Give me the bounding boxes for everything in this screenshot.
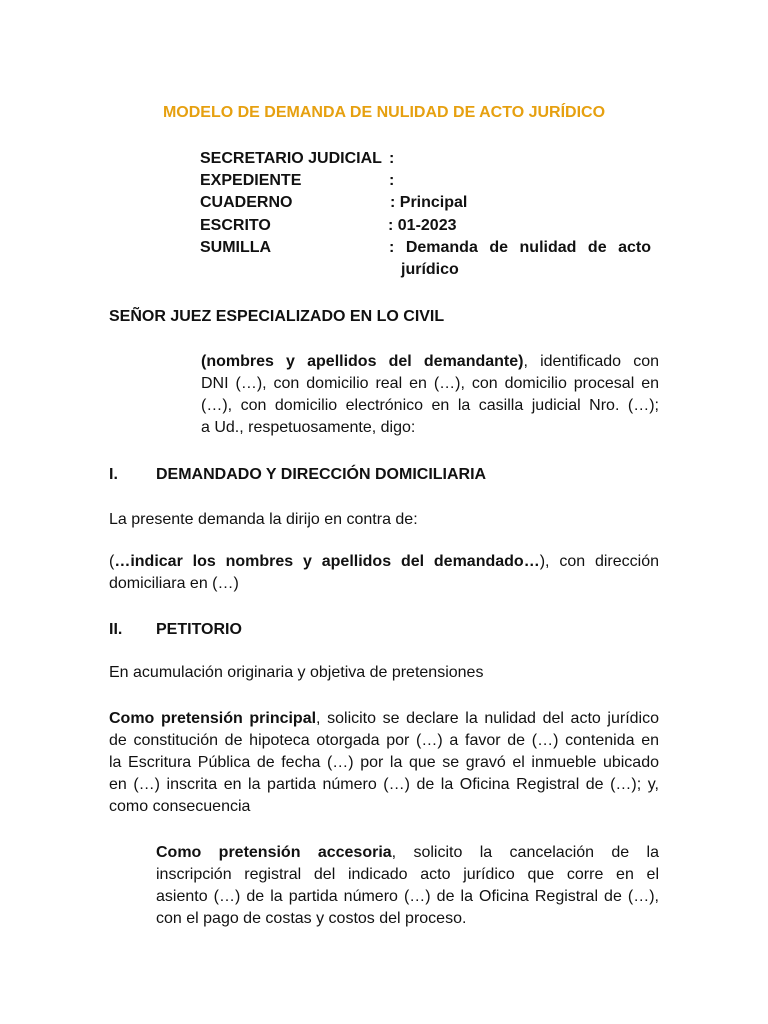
sumilla-value-line2: jurídico bbox=[401, 261, 459, 278]
intro-line-2: DNI (…), con domicilio real en (…), con domicilio procesal en bbox=[201, 375, 659, 392]
sumilla-label: SUMILLA bbox=[200, 239, 272, 256]
intro-paragraph bbox=[201, 351, 659, 439]
section1-p2-rest: ), con dirección bbox=[539, 553, 659, 570]
principal-claim-label: Como pretensión principal bbox=[109, 710, 317, 727]
sumilla-value-line1: : Demanda de nulidad de acto bbox=[389, 239, 651, 256]
sumilla-value bbox=[389, 237, 651, 281]
section1-title: DEMANDADO Y DIRECCIÓN DOMICILIARIA bbox=[156, 466, 487, 483]
plaintiff-name-placeholder: (nombres y apellidos del demandante) bbox=[201, 353, 524, 370]
defendant-name-placeholder: …indicar los nombres y apellidos del demandado… bbox=[114, 553, 540, 570]
intro-line1-rest: , identificado con bbox=[523, 353, 659, 370]
document-title: MODELO DE DEMANDA DE NULIDAD DE ACTO JURÍDICO bbox=[162, 104, 606, 121]
accesoria-line-1 bbox=[156, 842, 659, 864]
section2-p1: En acumulación originaria y objetiva de pretensiones bbox=[109, 664, 484, 681]
accesoria-line1-rest: , solicito la cancelación de la bbox=[391, 844, 660, 861]
header-row-sumilla bbox=[200, 237, 660, 278]
intro-line-1 bbox=[201, 351, 659, 373]
principal-line-5: como consecuencia bbox=[109, 798, 251, 815]
accessory-claim-label: Como pretensión accesoria bbox=[156, 844, 392, 861]
principal-line-2: de constitución de hipoteca otorgada por (…) a favor de (…) contenida en bbox=[109, 732, 659, 749]
section1-p2-line1 bbox=[109, 551, 659, 573]
expediente-colon: : bbox=[389, 172, 395, 189]
intro-line-4: a Ud., respetuosamente, digo: bbox=[201, 419, 416, 436]
section2-title: PETITORIO bbox=[156, 621, 242, 638]
escrito-label: ESCRITO bbox=[200, 217, 271, 234]
principal-line-3: la Escritura Pública de fecha (…) por la que se gravó el inmueble ubicado bbox=[109, 754, 659, 771]
principal-line1-rest: , solicito se declare la nulidad del acto jurídico bbox=[316, 710, 659, 727]
paren-open: ( bbox=[109, 553, 115, 570]
accesoria-line-3: asiento (…) de la partida número (…) de la Oficina Registral de (…), bbox=[156, 888, 659, 905]
addressee: SEÑOR JUEZ ESPECIALIZADO EN LO CIVIL bbox=[109, 308, 445, 325]
section1-number: I. bbox=[109, 466, 118, 483]
intro-line-3: (…), con domicilio electrónico en la casilla judicial Nro. (…); bbox=[201, 397, 659, 414]
accesoria-line-2: inscripción registral del indicado acto jurídico que corre en el bbox=[156, 866, 659, 883]
expediente-label: EXPEDIENTE bbox=[200, 172, 302, 189]
escrito-value: : 01-2023 bbox=[388, 217, 457, 234]
section1-p1: La presente demanda la dirijo en contra de: bbox=[109, 511, 418, 528]
section1-p2 bbox=[109, 551, 659, 595]
secretario-label: SECRETARIO JUDICIAL bbox=[200, 150, 382, 167]
principal-line-4: en (…) inscrita en la partida número (…) de la Oficina Registral de (…); y, bbox=[109, 776, 659, 793]
cuaderno-value: : Principal bbox=[390, 194, 468, 211]
section1-p2-line2: domiciliara en (…) bbox=[109, 575, 239, 592]
accesoria-line-4: con el pago de costas y costos del proceso. bbox=[156, 910, 467, 927]
secretario-colon: : bbox=[389, 150, 395, 167]
section2-number: II. bbox=[109, 621, 123, 638]
principal-claim-paragraph bbox=[109, 708, 659, 818]
cuaderno-label: CUADERNO bbox=[200, 194, 293, 211]
principal-line-1 bbox=[109, 708, 659, 730]
accessory-claim-paragraph bbox=[156, 842, 659, 930]
